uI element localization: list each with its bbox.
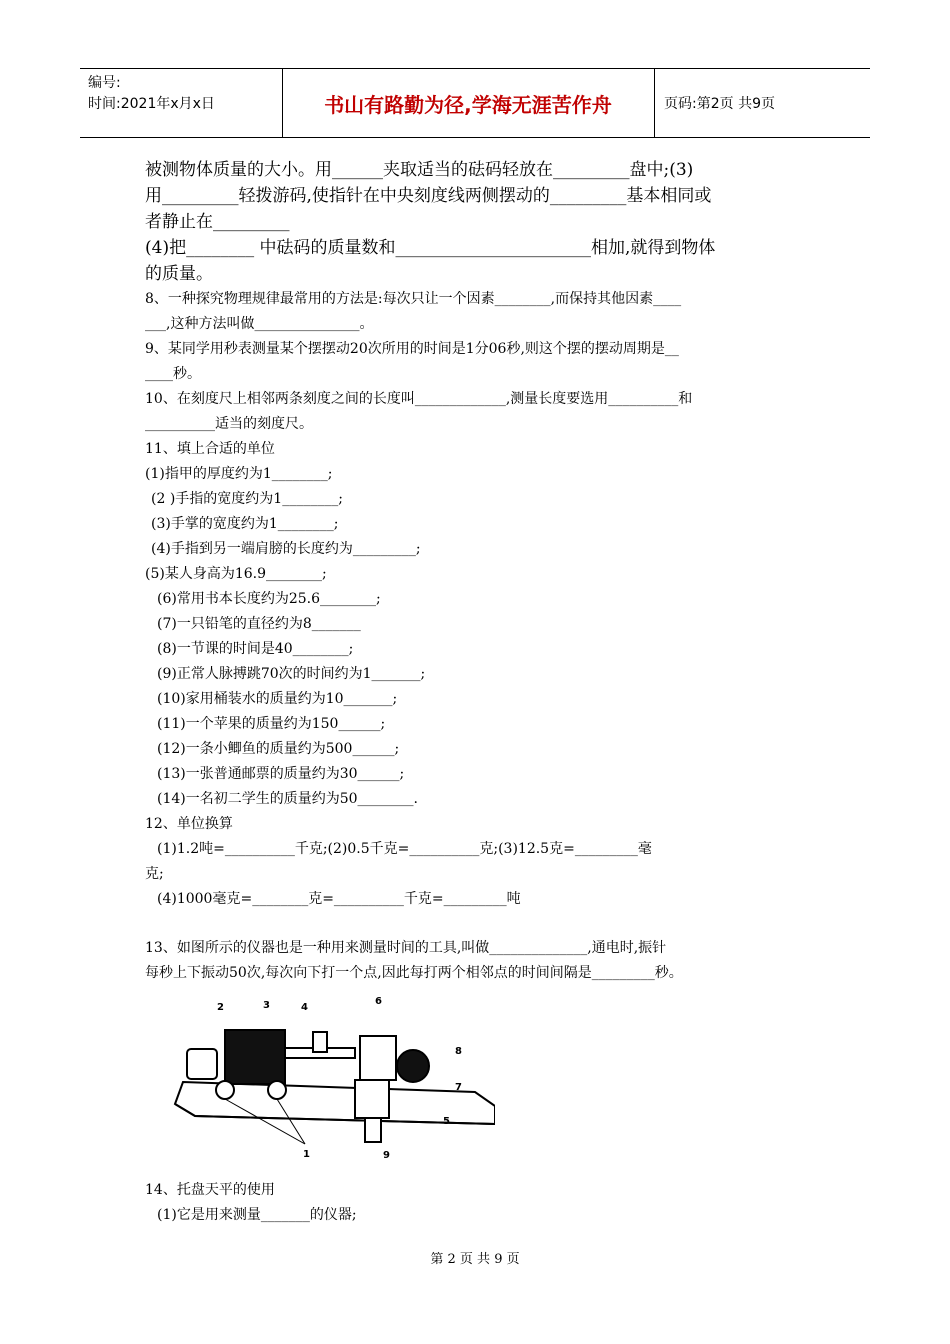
question-11-item: (3)手掌的宽度约为1________; bbox=[151, 516, 339, 532]
question-11: 11、填上合适的单位 bbox=[145, 441, 275, 457]
paper-guide bbox=[355, 1080, 389, 1118]
question-12-item: (1)1.2吨=__________千克;(2)0.5千克=__________克;(3)12.5克=_________毫 bbox=[157, 841, 652, 857]
question-11-item: (9)正常人脉搏跳70次的时间约为1_______; bbox=[157, 666, 426, 682]
question-12: 12、单位换算 bbox=[145, 816, 233, 832]
question-11-item: (5)某人身高为16.9________; bbox=[145, 566, 327, 582]
text-line: 者静止在_________ bbox=[145, 212, 290, 232]
question-13: 13、如图所示的仪器也是一种用来测量时间的工具,叫做______________,通电时,振针 bbox=[145, 940, 667, 956]
question-11-item: (2 )手指的宽度约为1________; bbox=[151, 491, 343, 507]
tape bbox=[365, 1118, 381, 1142]
question-9: 9、某同学用秒表测量某个摆摆动20次所用的时间是1分06秒,则这个摆的摆动周期是__ bbox=[145, 341, 679, 357]
question-8: 8、一种探究物理规律最常用的方法是:每次只让一个因素________,而保持其他因素____ bbox=[145, 291, 682, 307]
text-line: 被测物体质量的大小。用______夹取适当的砝码轻放在_________盘中;(3) bbox=[145, 160, 694, 180]
question-11-item: (10)家用桶装水的质量约为10_______; bbox=[157, 691, 398, 707]
figure-label: 9 bbox=[383, 1150, 390, 1161]
number-label: 编号: bbox=[88, 75, 121, 91]
question-12-item-cont: 克; bbox=[145, 866, 164, 882]
text-line: 的质量。 bbox=[145, 264, 213, 284]
question-14: 14、托盘天平的使用 bbox=[145, 1182, 275, 1198]
question-14-item: (1)它是用来测量_______的仪器; bbox=[157, 1207, 357, 1223]
motto: 书山有路勤为径,学海无涯苦作舟 bbox=[324, 92, 612, 117]
figure-label: 4 bbox=[301, 1002, 308, 1013]
time-label: 时间:2021年x月x日 bbox=[88, 96, 215, 112]
question-11-item: (11)一个苹果的质量约为150______; bbox=[157, 716, 386, 732]
page-footer: 第 2 页 共 9 页 bbox=[430, 1252, 520, 1267]
header-divider bbox=[654, 69, 655, 137]
text-line: (4)把________ 中砝码的质量数和_______________________相加,就得到物体 bbox=[145, 238, 716, 258]
figure-label: 2 bbox=[217, 1002, 224, 1013]
question-11-item: (12)一条小鲫鱼的质量约为500______; bbox=[157, 741, 400, 757]
header-left bbox=[88, 73, 215, 115]
question-9-cont: ____秒。 bbox=[145, 366, 201, 382]
carbon-disc bbox=[397, 1050, 429, 1082]
document-body bbox=[145, 157, 825, 1228]
text-line: 用_________轻拨游码,使指针在中央刻度线两侧摆动的_________基本相同或 bbox=[145, 186, 712, 206]
needle-holder bbox=[360, 1036, 396, 1080]
figure-label: 3 bbox=[263, 1000, 270, 1011]
terminal bbox=[216, 1081, 234, 1099]
question-8-cont: ___,这种方法叫做_______________。 bbox=[145, 316, 374, 332]
page-label: 页码:第2页 共9页 bbox=[664, 96, 775, 112]
question-10: 10、在刻度尺上相邻两条刻度之间的长度叫_____________,测量长度要选用__________和 bbox=[145, 391, 693, 407]
figure-label: 5 bbox=[443, 1116, 450, 1127]
ticker-timer-figure bbox=[155, 994, 495, 1164]
arm-clamp bbox=[313, 1032, 327, 1052]
question-11-item: (1)指甲的厚度约为1________; bbox=[145, 466, 333, 482]
question-11-item: (8)一节课的时间是40________; bbox=[157, 641, 354, 657]
figure-label: 7 bbox=[455, 1082, 462, 1093]
question-11-item: (7)一只铅笔的直径约为8_______ bbox=[157, 616, 361, 632]
figure-label: 8 bbox=[455, 1046, 462, 1057]
terminal bbox=[268, 1081, 286, 1099]
question-11-item: (13)一张普通邮票的质量约为30______; bbox=[157, 766, 405, 782]
figure-label: 6 bbox=[375, 996, 382, 1007]
question-10-cont: __________适当的刻度尺。 bbox=[145, 416, 313, 432]
question-11-item: (4)手指到另一端肩膀的长度约为_________; bbox=[151, 541, 421, 557]
question-12-item: (4)1000毫克=________克=__________千克=_________吨 bbox=[157, 891, 521, 907]
page-header bbox=[80, 68, 870, 138]
question-13-cont: 每秒上下振动50次,每次向下打一个点,因此每打两个相邻点的时间间隔是_________秒。 bbox=[145, 965, 683, 981]
coil-frame bbox=[187, 1049, 217, 1079]
coil bbox=[225, 1030, 285, 1084]
question-11-item: (6)常用书本长度约为25.6________; bbox=[157, 591, 381, 607]
question-11-item: (14)一名初二学生的质量约为50________. bbox=[157, 791, 419, 807]
figure-label: 1 bbox=[303, 1149, 310, 1160]
